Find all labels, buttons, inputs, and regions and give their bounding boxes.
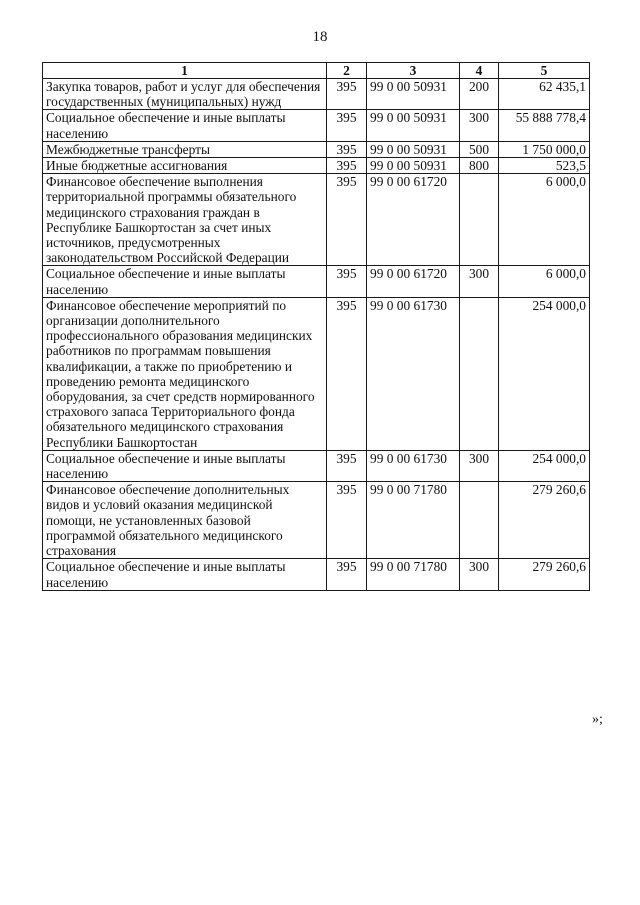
cell-target-article: 99 0 00 71780 — [367, 482, 460, 559]
cell-ministry: 395 — [327, 79, 367, 110]
cell-amount: 254 000,0 — [499, 297, 590, 450]
cell-amount: 1 750 000,0 — [499, 141, 590, 157]
cell-name: Социальное обеспечение и иные выплаты населению — [43, 450, 327, 481]
page-number: 18 — [312, 29, 328, 45]
column-header-expense-type: 4 — [460, 63, 499, 79]
closing-quote-mark: »; — [592, 712, 603, 727]
table-row — [43, 174, 590, 266]
cell-amount: 523,5 — [499, 158, 590, 174]
cell-expense-type: 800 — [460, 158, 499, 174]
table-row — [43, 110, 590, 141]
cell-expense-type: 300 — [460, 110, 499, 141]
cell-amount: 279 260,6 — [499, 559, 590, 590]
cell-amount: 254 000,0 — [499, 450, 590, 481]
cell-ministry: 395 — [327, 297, 367, 450]
cell-target-article: 99 0 00 61720 — [367, 266, 460, 297]
cell-name: Финансовое обеспечение выполнения территориальной программы обязательного медицинского страхования граждан в Республике Башкортостан за счет иных источников, предусмотренных законодательством Российской Федерации — [43, 174, 327, 266]
table-row — [43, 79, 590, 110]
cell-target-article: 99 0 00 61720 — [367, 174, 460, 266]
cell-name: Межбюджетные трансферты — [43, 141, 327, 157]
cell-target-article: 99 0 00 61730 — [367, 297, 460, 450]
column-header-amount: 5 — [499, 63, 590, 79]
cell-amount: 6 000,0 — [499, 266, 590, 297]
cell-target-article: 99 0 00 50931 — [367, 141, 460, 157]
table-row — [43, 266, 590, 297]
cell-expense-type: 300 — [460, 266, 499, 297]
cell-expense-type — [460, 482, 499, 559]
table-row — [43, 141, 590, 157]
column-header-ministry: 2 — [327, 63, 367, 79]
cell-ministry: 395 — [327, 559, 367, 590]
cell-name: Социальное обеспечение и иные выплаты населению — [43, 110, 327, 141]
cell-expense-type: 300 — [460, 450, 499, 481]
cell-expense-type: 200 — [460, 79, 499, 110]
cell-ministry: 395 — [327, 174, 367, 266]
cell-expense-type: 500 — [460, 141, 499, 157]
cell-ministry: 395 — [327, 158, 367, 174]
table-header-row — [43, 63, 590, 79]
cell-expense-type: 300 — [460, 559, 499, 590]
cell-target-article: 99 0 00 50931 — [367, 79, 460, 110]
column-header-target-article: 3 — [367, 63, 460, 79]
table-row — [43, 450, 590, 481]
table-row — [43, 559, 590, 590]
column-header-name: 1 — [43, 63, 327, 79]
cell-ministry: 395 — [327, 266, 367, 297]
cell-name: Финансовое обеспечение дополнительных видов и условий оказания медицинской помощи, не установленных базовой программой обязательного медицинского страхования — [43, 482, 327, 559]
cell-ministry: 395 — [327, 450, 367, 481]
cell-ministry: 395 — [327, 110, 367, 141]
table-row — [43, 158, 590, 174]
table-row — [43, 482, 590, 559]
cell-ministry: 395 — [327, 141, 367, 157]
cell-name: Иные бюджетные ассигнования — [43, 158, 327, 174]
cell-expense-type — [460, 297, 499, 450]
cell-expense-type — [460, 174, 499, 266]
cell-name: Социальное обеспечение и иные выплаты населению — [43, 559, 327, 590]
cell-amount: 55 888 778,4 — [499, 110, 590, 141]
cell-amount: 62 435,1 — [499, 79, 590, 110]
table-row — [43, 297, 590, 450]
cell-ministry: 395 — [327, 482, 367, 559]
cell-name: Социальное обеспечение и иные выплаты населению — [43, 266, 327, 297]
cell-target-article: 99 0 00 61730 — [367, 450, 460, 481]
cell-target-article: 99 0 00 71780 — [367, 559, 460, 590]
cell-name: Закупка товаров, работ и услуг для обеспечения государственных (муниципальных) нужд — [43, 79, 327, 110]
cell-target-article: 99 0 00 50931 — [367, 158, 460, 174]
cell-amount: 6 000,0 — [499, 174, 590, 266]
cell-name: Финансовое обеспечение мероприятий по организации дополнительного профессионального образования медицинских работников по программам повышения квалификации, а также по приобретению и проведению ремонта медицинского оборудования, за счет средств нормированного страхового запаса Территориального фонда обязательного медицинского страхования Республики Башкортостан — [43, 297, 327, 450]
cell-amount: 279 260,6 — [499, 482, 590, 559]
cell-target-article: 99 0 00 50931 — [367, 110, 460, 141]
budget-table — [42, 62, 590, 591]
